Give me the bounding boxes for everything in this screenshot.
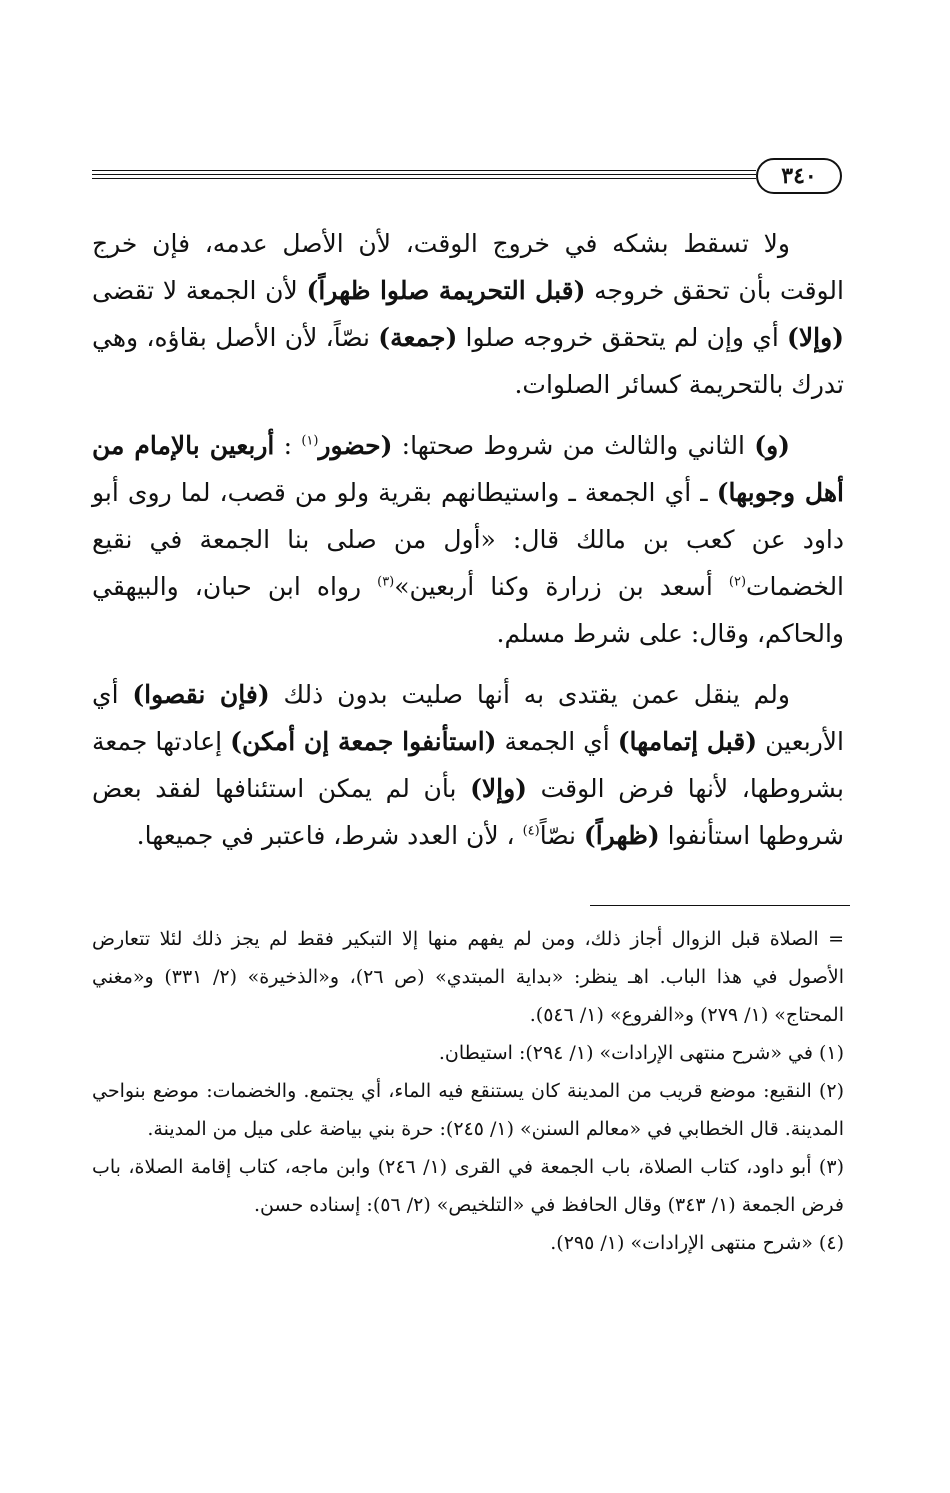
commentary-text: بأن لم يمكن استئنافها لفقد بعض شروطها استأنفوا [92,774,844,850]
commentary-text: رواه ابن حبان، والبيهقي والحاكم، وقال: على شرط مسلم. [92,572,844,648]
footnote-separator [590,905,850,906]
bold-matn-text: (ظهراً) [583,821,660,850]
page-header [92,158,852,198]
footnote-ref: (٤) [522,823,540,839]
paragraph [92,220,844,408]
header-rule [92,178,756,179]
commentary-text: ، لأن العدد شرط، فاعتبر في جميعها. [136,821,523,850]
footnote-ref: (٣) [377,574,395,590]
main-text [92,220,844,873]
paragraph [92,422,844,657]
footnote-4: (٤) «شرح منتهى الإرادات» (١/ ٢٩٥). [550,1232,844,1254]
bold-matn-text: (فإن نقصوا) [132,680,270,709]
bold-matn-text: (استأنفوا جمعة إن أمكن) [230,727,497,756]
commentary-text: لأن الجمعة لا تقضى [92,276,307,305]
bold-matn-text: (جمعة) [378,323,458,352]
commentary-text: أي الأربعين [92,680,844,756]
commentary-text: : [274,431,302,460]
commentary-text: أسعد بن زرارة وكنا أربعين» [394,572,729,601]
footnote-2: (٢) النقيع: موضع قريب من المدينة كان يستنقع فيه الماء، أي يجتمع. والخضمات: موضع بنواحي المدينة. قال الخطابي في «معالم السنن» (١/ ٢٤٥): حرة بني بياضة على ميل من المدينة. [92,1080,844,1140]
footnote-ref: (٢) [728,574,747,590]
commentary-text: أي وإن لم يتحقق خروجه صلوا [457,323,788,352]
commentary-text: الثاني والثالث من شروط صحتها: [392,431,755,460]
bold-matn-text: (حضور [318,431,393,460]
header-rule [92,174,756,175]
footnote-continuation: = الصلاة قبل الزوال أجاز ذلك، ومن لم يفهم منها إلا التبكير فقط لم يجز ذلك لئلا تتعارض الأصول في هذا الباب. اهـ ينظر: «بداية المبتدي» (ص ٢٦)، و«الذخيرة» (٢/ ٣٣١) و«مغني المحتاج» (١/ ٢٧٩) و«الفروع» (١/ ٥٤٦). [92,928,844,1026]
commentary-text: أي الجمعة [496,727,618,756]
footnote-1: (١) في «شرح منتهى الإرادات» (١/ ٢٩٤): استيطان. [438,1042,844,1064]
bold-matn-text: (وإلا) [787,323,844,352]
commentary-text: ولم ينقل عمن يقتدى به أنها صليت بدون ذلك [269,680,790,709]
footnote-3: (٣) أبو داود، كتاب الصلاة، باب الجمعة في القرى (١/ ٢٤٦) وابن ماجه، كتاب إقامة الصلاة، باب فرض الجمعة (١/ ٣٤٣) وقال الحافظ في «التلخيص» (٢/ ٥٦): إسناده حسن. [92,1156,844,1216]
bold-matn-text: (قبل التحريمة صلوا ظهراً) [306,276,586,305]
commentary-text: نصّاً، لأن الأصل بقاؤه، وهي تدرك بالتحريمة كسائر الصلوات. [92,323,844,399]
commentary-text: ـ أي الجمعة ـ واستيطانهم بقرية ولو من قصب، لما روى أبو داود عن كعب بن مالك قال: «أول من صلى بنا الجمعة في نقيع الخضمات [92,478,845,601]
page-number: ٣٤٠ [756,158,842,194]
commentary-text: نصّاً [539,821,584,850]
footnotes [92,920,844,1262]
header-rule [92,170,756,171]
commentary-text: ولا تسقط بشكه في خروج الوقت، لأن الأصل عدمه، فإن خرج الوقت بأن تحقق خروجه [92,229,844,305]
commentary-text: إعادتها جمعة بشروطها، لأنها فرض الوقت [92,727,845,803]
paragraph [92,671,844,859]
bold-matn-text: (قبل إتمامها) [617,727,758,756]
bold-matn-text: أربعين بالإمام من أهل وجوبها) [92,431,844,507]
bold-matn-text: (و) [754,431,790,460]
bold-matn-text: (وإلا) [470,774,527,803]
footnote-ref: (١) [301,433,319,449]
